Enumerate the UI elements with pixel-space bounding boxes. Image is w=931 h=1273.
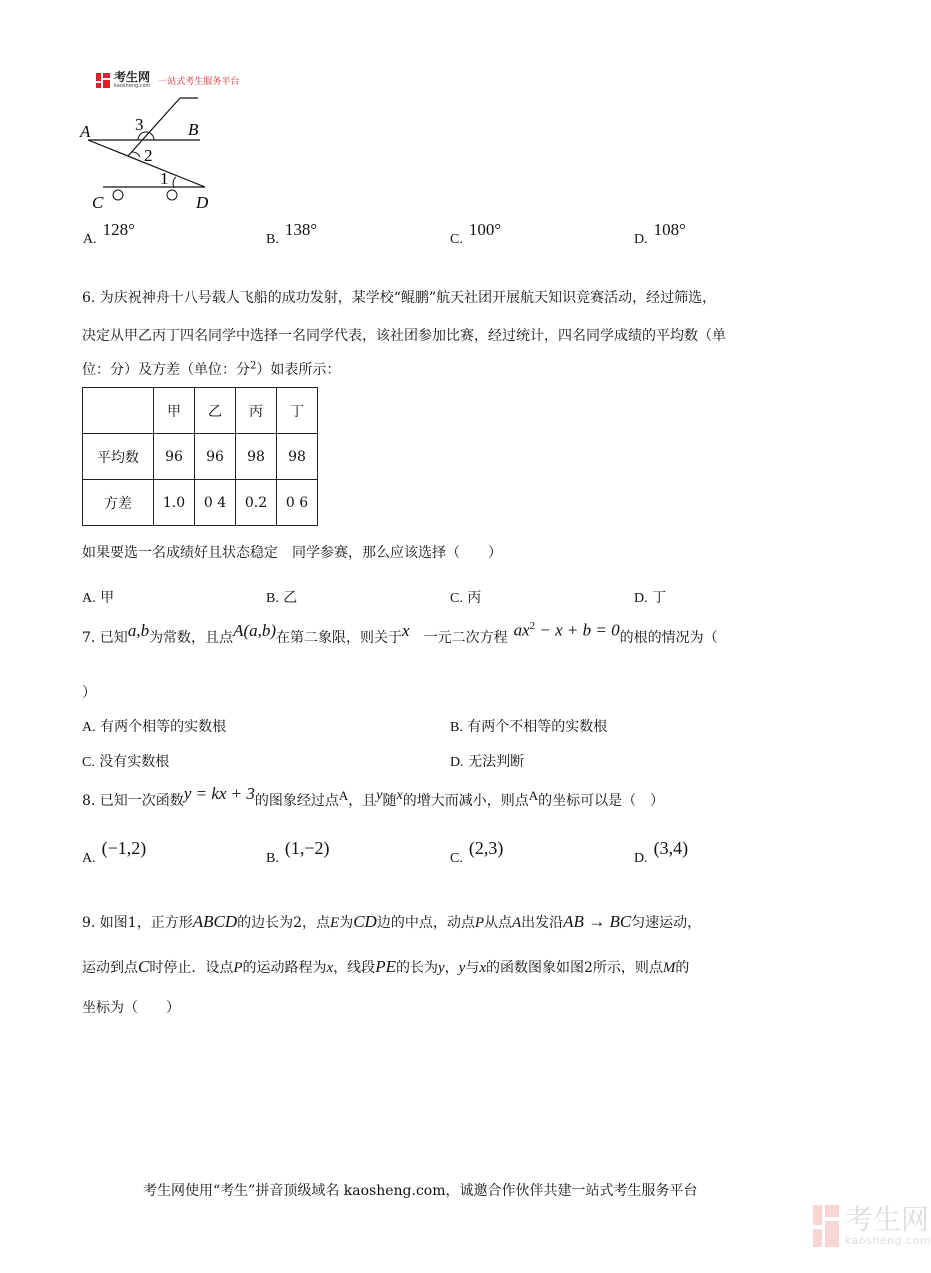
option-letter: A.	[83, 232, 97, 247]
table-cell: 96	[195, 434, 236, 480]
q9-text: 的长为	[395, 960, 438, 976]
watermark-domain: kaosheng.com	[845, 1234, 931, 1247]
q8-text-3: ，且	[348, 793, 377, 809]
table-cell: 0 6	[277, 480, 318, 526]
q9-math: E	[330, 915, 340, 931]
table-cell: 0 4	[195, 480, 236, 526]
q9-text: ，	[444, 960, 459, 976]
q8-math-2: A	[338, 788, 349, 803]
q5-option-d[interactable]	[634, 220, 686, 248]
watermark-mark-icon	[813, 1205, 839, 1247]
q9-text: 边的中点，动点	[376, 915, 475, 931]
option-letter: A.	[82, 851, 96, 866]
q7-math-4	[514, 620, 620, 641]
option-value: 甲	[100, 590, 115, 606]
option-value: 没有实数根	[99, 754, 170, 770]
q9-math: ABCD	[192, 912, 238, 931]
q7-option-b[interactable]	[450, 716, 607, 736]
logo-name	[114, 71, 150, 89]
q9-text: 出发沿	[521, 915, 564, 931]
option-value: (1,−2)	[284, 838, 330, 858]
q9-text: 的函数图象如图2所示，则点	[485, 960, 663, 976]
q8-math-5: A	[528, 788, 539, 803]
q6-stem-line1: 6. 为庆祝神舟十八号载人飞船的成功发射，某学校“鲲鹏”航天社团开展航天知识竞赛活动，经过筛选，	[82, 290, 717, 306]
q7-option-c[interactable]	[82, 751, 169, 771]
q9-text: 的边长为2，点	[237, 915, 331, 931]
q6-score-table	[82, 387, 318, 526]
logo-mark-icon	[96, 73, 110, 88]
q5-option-b[interactable]	[266, 220, 318, 248]
option-letter: D.	[634, 851, 648, 866]
option-letter: C.	[450, 232, 463, 247]
roller-d	[167, 190, 177, 200]
q8-option-c[interactable]	[450, 838, 504, 867]
option-letter: D.	[450, 755, 464, 770]
label-2: 2	[144, 146, 153, 165]
option-value: 丁	[652, 590, 667, 606]
q9-math: A	[512, 915, 522, 931]
table-cell: 98	[277, 434, 318, 480]
watermark-logo	[813, 1205, 931, 1247]
q7-math-2: A(a,b)	[233, 620, 277, 640]
option-value: 有两个不相等的实数根	[467, 719, 608, 735]
q8-text-1: 8. 已知一次函数	[82, 793, 184, 809]
q9-math: PE	[375, 957, 396, 976]
q5-geometry-figure	[78, 95, 218, 213]
q9-text: 9. 如图1，正方形	[82, 915, 193, 931]
q9-text: 的	[675, 960, 690, 976]
q7-stem-line1	[82, 620, 718, 647]
table-cell: 98	[236, 434, 277, 480]
q9-text: 从点	[484, 915, 512, 931]
q9-math: AB → BC	[563, 912, 632, 931]
option-value: (−1,2)	[101, 838, 147, 858]
q8-text-6: 的坐标可以是（ ）	[538, 793, 665, 809]
table-cell: 方差	[83, 480, 154, 526]
q7-option-d[interactable]	[450, 751, 524, 771]
q9-text: 时停止．设点	[149, 960, 234, 976]
table-header-cell: 乙	[195, 388, 236, 434]
table-cell: 0.2	[236, 480, 277, 526]
roller-c	[113, 190, 123, 200]
q6-stem-line3	[82, 359, 340, 379]
label-b: B	[188, 120, 199, 139]
label-a: A	[80, 122, 91, 141]
table-cell: 96	[154, 434, 195, 480]
q9-text: 的运动路程为	[242, 960, 327, 976]
option-value: 108°	[653, 220, 686, 239]
q8-option-a[interactable]	[82, 838, 147, 867]
q6-line3-a: 位：分）及方差（单位：分	[82, 362, 250, 378]
option-letter: B.	[266, 232, 279, 247]
table-row	[83, 434, 318, 480]
q7-text-5: 的根的情况为（	[619, 629, 718, 646]
q7-stem-line2: ）	[82, 685, 96, 701]
q6-line3-b: ）如表所示：	[256, 362, 341, 378]
q9-stem-line3: 坐标为（ ）	[82, 1000, 180, 1016]
logo-domain-text: kaosheng.com	[114, 83, 151, 89]
angle-1-arc	[173, 177, 176, 187]
option-letter: B.	[266, 851, 279, 866]
table-header-cell: 甲	[154, 388, 195, 434]
q9-math: C	[138, 957, 150, 976]
option-letter: B.	[266, 591, 279, 606]
q7-math-4-sup: 2	[529, 620, 536, 632]
header-logo	[96, 70, 239, 90]
q9-math: M	[662, 960, 676, 976]
option-value: 138°	[284, 220, 318, 239]
option-letter: C.	[450, 851, 463, 866]
option-letter: D.	[634, 591, 648, 606]
q7-math-3: x	[402, 620, 410, 640]
q7-text-2: 为常数，且点	[149, 629, 234, 646]
q6-question: 如果要选一名成绩好且状态稳定 同学参赛，那么应该选择（ ）	[82, 545, 502, 561]
q9-math: y	[437, 960, 445, 976]
q6-option-b[interactable]	[266, 587, 297, 607]
option-value: (2,3)	[468, 838, 504, 858]
label-3: 3	[135, 115, 144, 134]
table-header-row	[83, 388, 318, 434]
q7-text-1: 7. 已知	[82, 629, 128, 646]
q9-math: x	[479, 960, 486, 976]
q9-math: P	[474, 915, 484, 931]
q8-math-4: x	[396, 788, 403, 803]
option-letter: D.	[634, 232, 648, 247]
angle-2-arc	[132, 152, 140, 157]
watermark-name: 考生网	[845, 1203, 930, 1236]
table-header-cell	[83, 388, 154, 434]
q7-text-3: 在第二象限，则关于	[276, 629, 403, 646]
option-letter: C.	[450, 591, 463, 606]
option-value: 乙	[283, 590, 298, 606]
table-cell: 1.0	[154, 480, 195, 526]
q8-text-2: 的图象经过点	[254, 793, 339, 809]
q6-line3-sup: 2	[250, 360, 257, 372]
q9-stem-line1	[82, 912, 701, 932]
q9-math: y	[458, 960, 466, 976]
option-letter: A.	[82, 591, 96, 606]
table-header-cell: 丁	[277, 388, 318, 434]
option-value: 无法判断	[468, 754, 525, 770]
q5-option-a[interactable]	[83, 220, 135, 248]
q6-option-c[interactable]	[450, 587, 481, 607]
watermark-text	[845, 1205, 931, 1247]
q9-text: 与	[465, 960, 480, 976]
option-letter: A.	[82, 720, 96, 735]
option-value: 有两个相等的实数根	[100, 719, 227, 735]
option-letter: B.	[450, 720, 463, 735]
option-value: 128°	[102, 220, 135, 239]
q8-option-d[interactable]	[634, 838, 689, 867]
option-letter: C.	[82, 755, 95, 770]
page-footer: 考生网使用“考生”拼音顶级域名 kaosheng.com，诚邀合作伙伴共建一站式考生服务平台	[143, 1183, 698, 1199]
option-value: (3,4)	[653, 838, 689, 858]
q9-text: 匀速运动，	[631, 915, 702, 931]
q8-option-b[interactable]	[266, 838, 330, 867]
logo-slogan: 一站式考生服务平台	[158, 76, 240, 87]
q9-math: x	[326, 960, 334, 976]
q7-text-4: 一元二次方程	[423, 629, 508, 646]
label-c: C	[92, 193, 104, 212]
table-row	[83, 480, 318, 526]
logo-name-text: 考生网	[114, 70, 151, 84]
q9-text: 为	[339, 915, 354, 931]
q7-option-a[interactable]	[82, 716, 226, 736]
q8-math-1: y = kx + 3	[183, 784, 255, 803]
q5-option-c[interactable]	[450, 220, 502, 248]
q7-math-4b: − x + b = 0	[535, 620, 620, 640]
q9-stem-line2	[82, 957, 689, 977]
label-1: 1	[160, 169, 169, 188]
label-d: D	[196, 193, 209, 212]
q8-stem	[82, 784, 665, 810]
q6-option-a[interactable]	[82, 587, 114, 607]
table-header-cell: 丙	[236, 388, 277, 434]
q8-text-4: 随	[382, 793, 397, 809]
q9-text: 运动到点	[82, 960, 138, 976]
q6-option-d[interactable]	[634, 587, 666, 607]
q9-math: CD	[353, 912, 377, 931]
option-value: 丙	[467, 590, 482, 606]
q9-math: P	[233, 960, 243, 976]
table-cell: 平均数	[83, 434, 154, 480]
q8-math-3: y	[376, 788, 383, 803]
q6-stem-line2: 决定从甲乙丙丁四名同学中选择一名同学代表，该社团参加比赛，经过统计，四名同学成绩的平均数（单	[82, 328, 726, 344]
q7-math-1: a,b	[127, 620, 150, 640]
option-value: 100°	[468, 220, 502, 239]
q9-text: ，线段	[333, 960, 376, 976]
q7-math-4a: ax	[513, 620, 530, 640]
q8-text-5: 的增大而减小，则点	[402, 793, 529, 809]
